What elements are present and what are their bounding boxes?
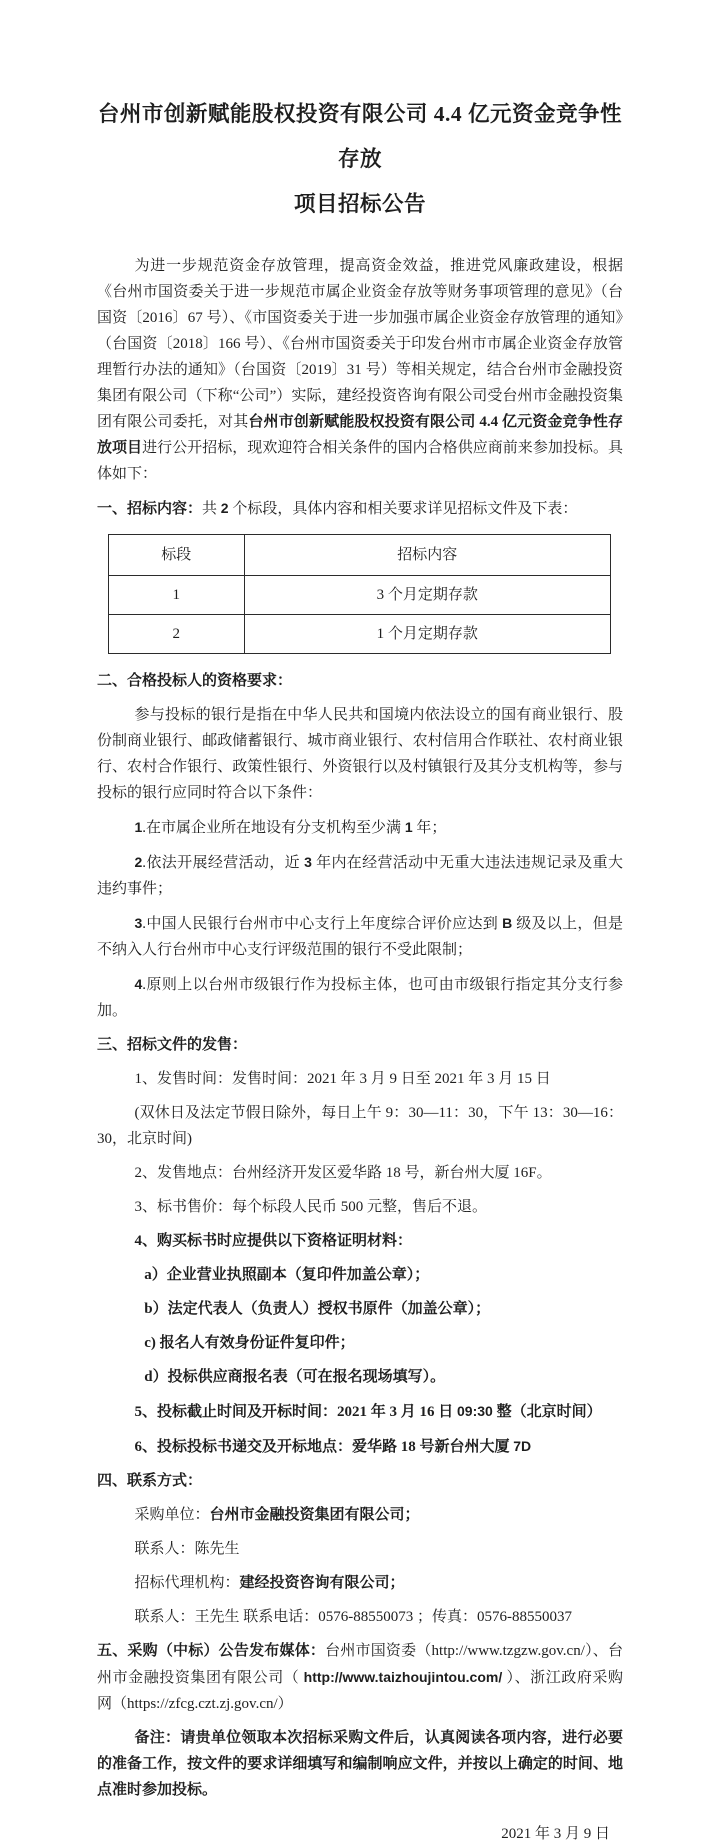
tender-lots-table	[108, 534, 611, 654]
text-run: 采购单位：	[134, 1507, 210, 1523]
text-run: 3	[134, 915, 143, 931]
sale-time-note	[97, 1100, 623, 1152]
text-run: (双休日及法定节假日除外，每日上午 9：30—11：30，下午 13：30—16：30，北京时间)	[97, 1105, 623, 1147]
section-3-heading	[97, 1032, 623, 1058]
text-run: B	[502, 915, 513, 931]
section-4-heading	[97, 1468, 623, 1494]
agency-contact	[97, 1604, 623, 1630]
doc-price	[97, 1194, 623, 1220]
text-run: 台州市金融投资集团有限公司；	[209, 1507, 420, 1523]
section-5-paragraph	[97, 1638, 623, 1717]
text-run: 联系人：王先生 联系电话：0576-88550073 ；传真：0576-88550037	[134, 1609, 572, 1625]
document-date: 2021 年 3 月 9 日	[501, 1826, 610, 1842]
document-title-line2: 项目招标公告	[293, 192, 426, 216]
material-b	[97, 1296, 623, 1322]
text-run: 台州市创新赋能股权投资有限公司 4.4 亿元资金竞争性存放项目	[97, 414, 623, 456]
material-c	[97, 1330, 623, 1356]
requirement-2	[97, 849, 623, 902]
text-run: .中国人民银行台州市中心支行上年度综合评价应达到	[142, 916, 503, 932]
document-title	[97, 92, 623, 227]
text-run: 建经投资咨询有限公司；	[239, 1575, 405, 1591]
text-run: 招标代理机构：	[134, 1575, 240, 1591]
requirement-3	[97, 910, 623, 963]
material-a	[97, 1262, 623, 1288]
table-row	[109, 576, 611, 615]
text-run: 年内在经营活动中无重大违法违规记录及重大违约事件；	[97, 855, 623, 897]
section-1-heading	[97, 495, 623, 522]
text-run: 二、合格投标人的资格要求：	[97, 673, 293, 689]
requirement-4	[97, 971, 623, 1024]
text-run: 共	[202, 501, 221, 517]
text-run: 09:30	[457, 1403, 493, 1419]
text-run: 5、投标截止时间及开标时间：2021 年 3 月 16 日	[134, 1404, 458, 1420]
text-run: 2、发售地点：台州经济开发区爱华路 18 号，新台州大厦 16F。	[134, 1165, 552, 1181]
text-run: 联系人：陈先生	[134, 1541, 240, 1557]
document-title-line1: 台州市创新赋能股权投资有限公司 4.4 亿元资金竞争性存放	[97, 102, 623, 171]
text-run: 级及以上，但是不纳入人行台州市中心支行评级范围的银行不受此限制；	[97, 916, 623, 958]
remark-paragraph	[97, 1725, 623, 1803]
table-cell: 2	[109, 615, 245, 654]
text-run: b）法定代表人（负责人）授权书原件（加盖公章）；	[144, 1301, 491, 1317]
sale-time	[97, 1066, 623, 1092]
text-run: 4、购买标书时应提供以下资格证明材料：	[134, 1233, 413, 1249]
text-run: 个标段，具体内容和相关要求详见招标文件及下表：	[228, 501, 578, 517]
agency-line	[97, 1570, 623, 1596]
text-run: http://www.taizhoujintou.com/	[303, 1669, 503, 1685]
text-run: 4	[134, 976, 143, 992]
section-2-heading	[97, 668, 623, 694]
table-cell: 3 个月定期存款	[244, 576, 610, 615]
text-run: 3	[304, 854, 312, 870]
table-header-cell: 标段	[109, 535, 245, 576]
bidder-scope-paragraph	[97, 702, 623, 806]
purchaser-contact	[97, 1536, 623, 1562]
requirement-1	[97, 814, 623, 841]
text-run: 备注：请贵单位领取本次招标采购文件后，认真阅读各项内容，进行必要的准备工作，按文件的要求详细填写和编制响应文件，并按以上确定的时间、地点准时参加投标。	[97, 1730, 623, 1798]
text-run: .依法开展经营活动，近	[142, 855, 305, 871]
text-run: 三、招标文件的发售：	[97, 1037, 248, 1053]
text-run: 年；	[412, 820, 447, 836]
text-run: 2	[134, 854, 143, 870]
document-body	[97, 253, 623, 1803]
text-run: 2	[220, 500, 229, 516]
intro-paragraph	[97, 253, 623, 487]
bid-submission-place	[97, 1433, 623, 1460]
purchase-materials-heading	[97, 1228, 623, 1254]
text-run: 五、采购（中标）公告发布媒体：	[97, 1643, 326, 1659]
purchaser-line	[97, 1502, 623, 1528]
text-run: a）企业营业执照副本（复印件加盖公章）；	[144, 1267, 430, 1283]
text-run: 为进一步规范资金存放管理，提高资金效益，推进党风廉政建设，根据《台州市国资委关于进一步规范市属企业资金存放等财务事项管理的意见》（台国资〔2016〕67 号）、《市国资委关于进一步加强市属企业资金存放管理的通知》（台国资〔2018〕166 号）、《台州市国资委关于印发台州市市属企业资金存放管理暂行办法的通知》（台国资〔2019〕31 号）等相关规定，结合台州市金融投资集团有限公司（下称“公司”）实际，建经投资咨询有限公司受台州市金融投资集团有限公司委托，对其	[97, 258, 623, 430]
text-run: 台州市国资委（http://www.tzgzw.gov.cn/）、台州市金融投资集团有限公司（	[97, 1643, 623, 1686]
text-run: ）、浙江政府采购网（https://zfcg.czt.zj.gov.cn/）	[97, 1670, 623, 1712]
text-run: 四、联系方式：	[97, 1473, 203, 1489]
sale-place	[97, 1160, 623, 1186]
text-run: c) 报名人有效身份证件复印件；	[144, 1335, 355, 1351]
text-run: 1	[404, 819, 413, 835]
text-run: 进行公开招标，现欢迎符合相关条件的国内合格供应商前来参加投标。具体如下：	[97, 440, 623, 482]
text-run: 参与投标的银行是指在中华人民共和国境内依法设立的国有商业银行、股份制商业银行、邮政储蓄银行、城市商业银行、农村信用合作联社、农村商业银行、农村合作银行、政策性银行、外资银行以及村镇银行及其分支机构等，参与投标的银行应同时符合以下条件：	[97, 707, 623, 801]
material-d	[97, 1364, 623, 1390]
text-run: .原则上以台州市级银行作为投标主体，也可由市级银行指定其分支行参加。	[97, 977, 623, 1019]
text-run: 1	[134, 819, 143, 835]
text-run: 6、投标投标书递交及开标地点：爱华路 18 号新台州大厦	[134, 1439, 514, 1455]
text-run: 1、发售时间：发售时间：2021 年 3 月 9 日至 2021 年 3 月 15 日	[134, 1071, 551, 1087]
text-run: .在市属企业所在地设有分支机构至少满	[142, 820, 405, 836]
table-cell: 1	[109, 576, 245, 615]
table-header-cell: 招标内容	[244, 535, 610, 576]
text-run: d）投标供应商报名表（可在报名现场填写）。	[144, 1369, 446, 1385]
bid-deadline	[97, 1398, 623, 1425]
text-run: 3、标书售价：每个标段人民币 500 元整，售后不退。	[134, 1199, 488, 1215]
text-run: 7D	[513, 1438, 532, 1454]
table-header-row	[109, 535, 611, 576]
text-run: 一、招标内容：	[97, 501, 203, 517]
text-run: 整（北京时间）	[492, 1404, 602, 1420]
table-cell: 1 个月定期存款	[244, 615, 610, 654]
table-row	[109, 615, 611, 654]
